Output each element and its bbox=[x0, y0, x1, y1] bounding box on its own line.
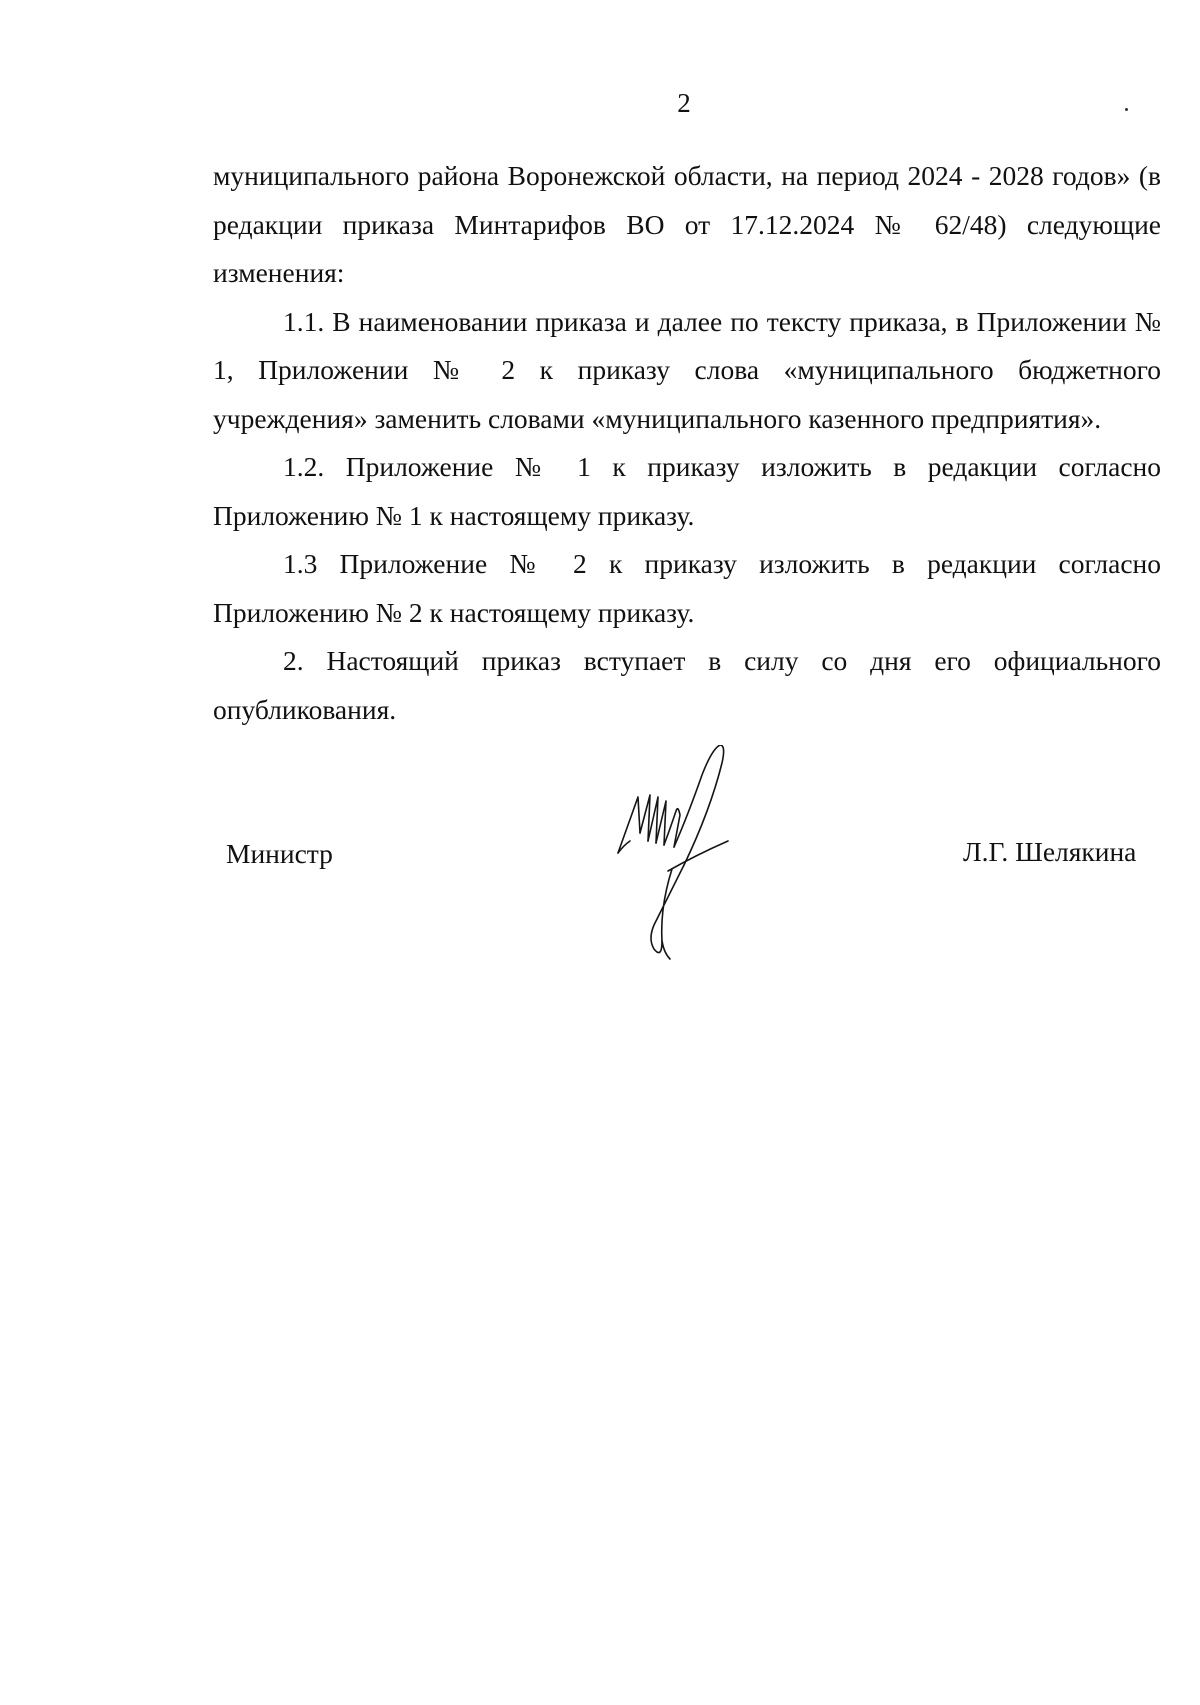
scan-speck bbox=[1125, 108, 1128, 111]
signatory-name: Л.Г. Шелякина bbox=[963, 836, 1137, 867]
paragraph-1-1: 1.1. В наименовании приказа и далее по тексту приказа, в Приложении № 1, Приложении № 2 к приказу слова «муниципального бюджетного учреждения» заменить словами «муниципального казенного предприятия». bbox=[213, 305, 1161, 434]
document-body bbox=[213, 152, 1161, 734]
paragraph-1-3: 1.3 Приложение № 2 к приказу изложить в редакции согласно Приложению № 2 к настоящему приказу. bbox=[213, 548, 1161, 628]
paragraph-2: 2. Настоящий приказ вступает в силу со дня его официального опубликования. bbox=[213, 645, 1161, 725]
handwritten-signature bbox=[610, 745, 750, 965]
paragraph-1-2: 1.2. Приложение № 1 к приказу изложить в редакции согласно Приложению № 1 к настоящему приказу. bbox=[213, 451, 1161, 531]
signatory-role: Министр bbox=[226, 838, 333, 869]
page-number: 2 bbox=[677, 88, 691, 118]
paragraph-intro: муниципального района Воронежской области, на период 2024 - 2028 годов» (в редакции приказа Минтарифов ВО от 17.12.2024 № 62/48) следующие изменения: bbox=[213, 160, 1161, 288]
